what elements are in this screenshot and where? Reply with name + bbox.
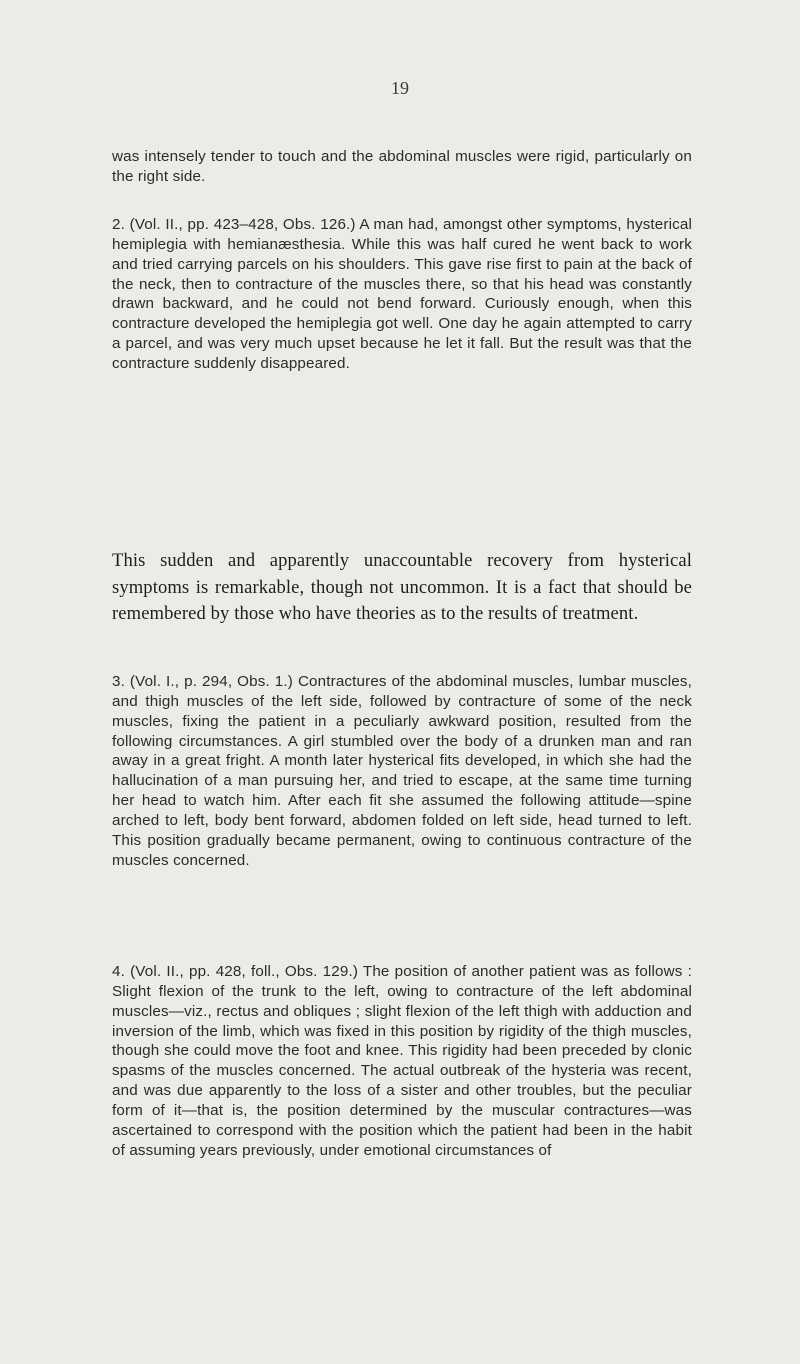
paragraph-case-4: 4. (Vol. II., pp. 428, foll., Obs. 129.) The position of another patient was as follows : Slight flexion of the trunk to the left, owing to contracture of the left abdominal muscles—viz., rectus and obliques ; slight flexion of the left thigh with adduction and inversion of the limb, which was fixed in this position by rigidity of the thigh muscles, though she could move the foot and knee. This rigidity had been preceded by clonic spasms of the muscles concerned. The actual outbreak of the hysteria was recent, and was due apparently to the loss of a sister and other troubles, but the peculiar form of it—that is, the position determined by the muscular contractures—was ascertained to correspond with the position which the patient had been in the habit of assuming years previously, under emotional circumstances of: [112, 963, 692, 1159]
paragraph-case-2: 2. (Vol. II., pp. 423–428, Obs. 126.) A man had, amongst other symptoms, hysterical hemiplegia with hemianæsthesia. While this was half cured he went back to work and tried carrying parcels on his shoulders. This gave rise first to pain at the back of the neck, then to contracture of the muscles there, so that his head was constantly drawn backward, and he could not bend forward. Curiously enough, when this contracture developed the hemiplegia got well. One day he again attempted to carry a parcel, and was very much upset because he let it fall. But the result was that the contracture suddenly disappeared.: [112, 216, 692, 372]
paragraph-continuation: was intensely tender to touch and the abdominal muscles were rigid, particularly on the right side.: [112, 148, 692, 185]
paragraph-commentary: This sudden and apparently unaccountable recovery from hysterical symptoms is remarkable, though not uncommon. It is a fact that should be remembered by those who have theories as to the results of treatment.: [112, 550, 692, 625]
page-number: 19: [391, 78, 409, 98]
paragraph-case-3: 3. (Vol. I., p. 294, Obs. 1.) Contractures of the abdominal muscles, lumbar muscles, and thigh muscles of the left side, followed by contracture of some of the neck muscles, fixing the patient in a peculiarly awkward position, resulted from the following circumstances. A girl stumbled over the body of a drunken man and ran away in a great fright. A month later hysterical fits developed, in which she had the hallucination of a man pursuing her, and tried to escape, at the same time turning her head to watch him. After each fit she assumed the following attitude—spine arched to left, body bent forward, abdomen folded on left side, head turned to left. This position gradually became permanent, owing to continuous contracture of the muscles concerned.: [112, 673, 692, 869]
